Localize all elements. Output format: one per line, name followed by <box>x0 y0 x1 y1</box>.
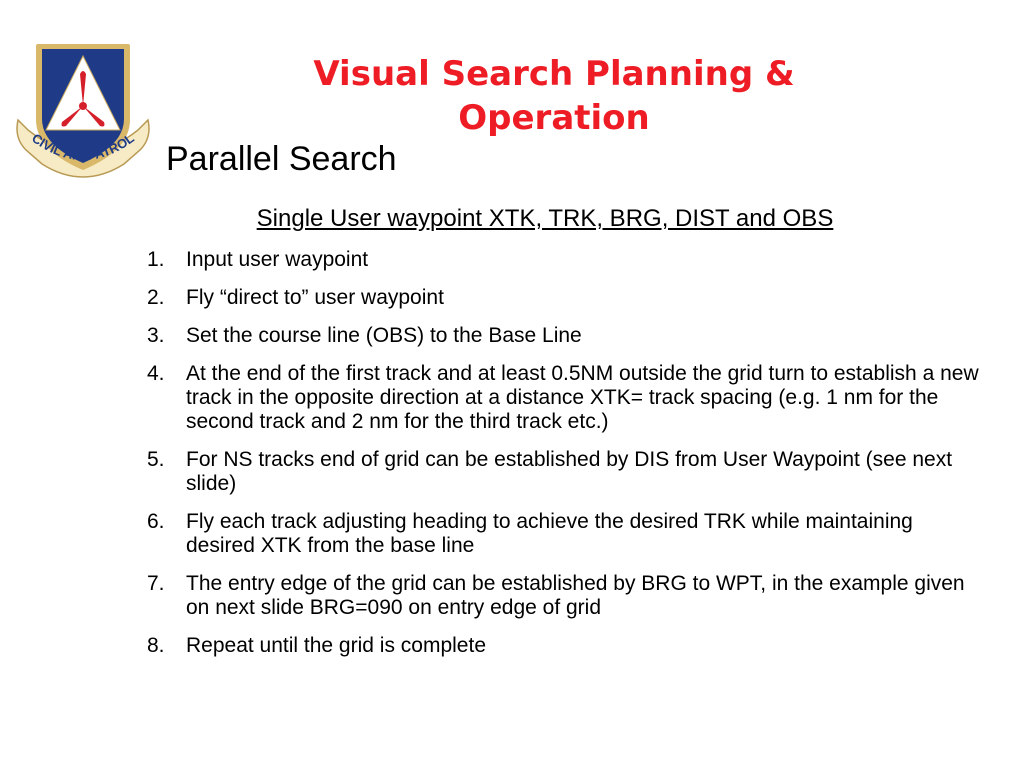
list-item <box>0 324 980 348</box>
list-item <box>0 248 980 272</box>
list-item <box>0 634 980 658</box>
step-text: At the end of the first track and at least 0.5NM outside the grid turn to establish a new track in the opposite direction at a distance XTK= track spacing (e.g. 1 nm for the second track and 2 nm for the third track etc.) <box>186 362 979 433</box>
step-text: Fly “direct to” user waypoint <box>186 286 444 309</box>
step-number: 5. <box>147 448 165 471</box>
step-text: Input user waypoint <box>186 248 369 271</box>
step-text: Fly each track adjusting heading to achieve the desired TRK while maintaining desired XTK from the base line <box>186 510 913 557</box>
list-item <box>0 362 980 434</box>
slide-subtitle: Parallel Search <box>166 140 397 178</box>
step-number: 1. <box>147 248 165 271</box>
step-number: 6. <box>147 510 165 533</box>
step-number: 2. <box>147 286 165 309</box>
step-text: For NS tracks end of grid can be established by DIS from User Waypoint (see next slide) <box>186 448 953 495</box>
list-item <box>0 286 980 310</box>
step-number: 8. <box>147 634 165 657</box>
step-text: The entry edge of the grid can be established by BRG to WPT, in the example given on next slide BRG=090 on entry edge of grid <box>186 572 965 619</box>
list-item <box>0 448 980 496</box>
logo-ribbon-text: CIVIL AIR PATROL <box>29 130 137 164</box>
list-item <box>0 572 980 620</box>
section-heading: Single User waypoint XTK, TRK, BRG, DIST and OBS <box>256 205 834 232</box>
step-number: 4. <box>147 362 165 385</box>
steps-list <box>0 248 980 672</box>
step-text: Repeat until the grid is complete <box>186 634 486 657</box>
slide-title: Visual Search Planning & Operation <box>313 54 795 138</box>
step-number: 7. <box>147 572 165 595</box>
civil-air-patrol-logo <box>12 38 154 184</box>
step-number: 3. <box>147 324 165 347</box>
step-text: Set the course line (OBS) to the Base Line <box>186 324 582 347</box>
list-item <box>0 510 980 558</box>
